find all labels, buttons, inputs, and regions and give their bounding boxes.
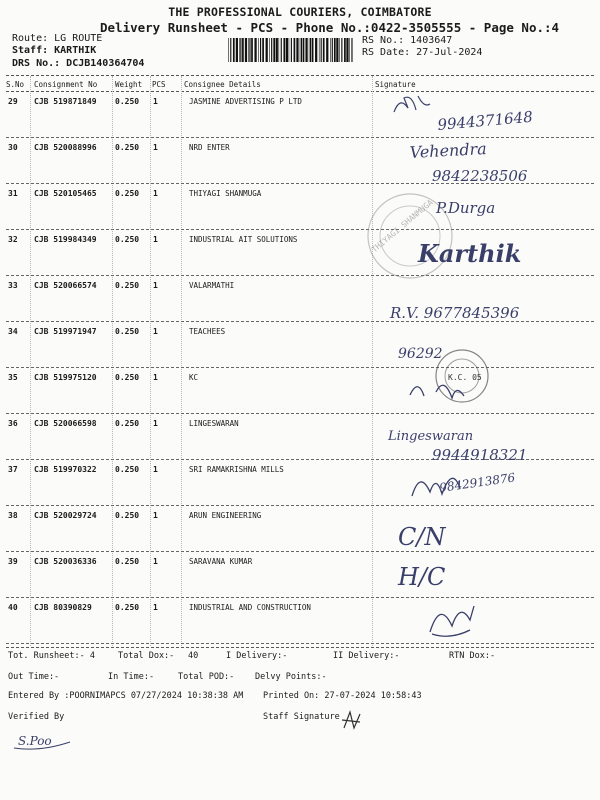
small-seal-text: K.C. 05 <box>448 373 482 382</box>
row-weight: 0.250 <box>115 419 140 428</box>
row-sno: 38 <box>8 511 18 520</box>
handwriting-31: P.Durga <box>436 199 496 217</box>
table-row <box>0 601 600 647</box>
row-consignment: CJB 519984349 <box>34 235 97 244</box>
handwriting-29: 9944371648 <box>436 107 534 134</box>
barcode-bar <box>248 38 249 62</box>
barcode-bar <box>291 38 292 62</box>
row-weight: 0.250 <box>115 97 140 106</box>
barcode-bar <box>315 38 317 62</box>
handwriting-32: Karthik <box>418 239 522 268</box>
row-weight: 0.250 <box>115 327 140 336</box>
runsheet-subtitle: Delivery Runsheet - PCS - Phone No.:0422-3505555 - Page No.:4 <box>100 20 560 35</box>
barcode-bar <box>326 38 328 62</box>
handwriting-30b: 9842238506 <box>432 167 528 185</box>
in-time: In Time:- <box>108 672 155 682</box>
row-consignee: NRD ENTER <box>189 143 230 152</box>
barcode-bar <box>321 38 322 62</box>
row-sno: 39 <box>8 557 18 566</box>
row-weight: 0.250 <box>115 465 140 474</box>
barcode-bar <box>312 38 314 62</box>
verified-by: Verified By <box>8 712 65 722</box>
row-consignment: CJB 519971947 <box>34 327 97 336</box>
row-weight: 0.250 <box>115 373 140 382</box>
row-consignee: SRI RAMAKRISHNA MILLS <box>189 465 284 474</box>
barcode-bar <box>266 38 268 62</box>
barcode-bar <box>296 38 298 62</box>
handwriting-39: H/C <box>398 563 446 591</box>
barcode-bar <box>258 38 259 62</box>
delvy-points: Delvy Points:- <box>255 672 327 682</box>
barcode <box>228 38 356 62</box>
col-consignment: Consignment No <box>34 80 98 89</box>
table-row <box>0 233 600 279</box>
barcode-bar <box>276 38 278 62</box>
row-consignment: CJB 519871849 <box>34 97 97 106</box>
barcode-bar <box>309 38 310 62</box>
row-divider <box>6 275 594 276</box>
row-consignment: CJB 520036336 <box>34 557 97 566</box>
round-seal-text: THIYAGI SHANMUGA <box>369 197 435 255</box>
row-consignee: ARUN ENGINEERING <box>189 511 262 520</box>
table-row <box>0 417 600 463</box>
col-signature: Signature <box>375 80 416 89</box>
table-row <box>0 371 600 417</box>
handwriting-36a: Lingeswaran <box>388 429 474 444</box>
rs-number: RS No.: 1403647 <box>362 35 453 46</box>
row-consignee: KC <box>189 373 199 382</box>
row-weight: 0.250 <box>115 189 140 198</box>
row-sno: 40 <box>8 603 18 612</box>
drs-number: DRS No.: DCJB140364704 <box>12 58 145 69</box>
handwriting-36b: 9944918321 <box>432 446 528 464</box>
row-consignee: THIYAGI SHANMUGA <box>189 189 262 198</box>
row-consignee: VALARMATHI <box>189 281 235 290</box>
total-dox-value: 40 <box>188 651 199 661</box>
barcode-bar <box>286 38 288 62</box>
total-pod: Total POD:- <box>178 672 235 682</box>
row-consignment: CJB 520029724 <box>34 511 97 520</box>
row-pcs: 1 <box>153 235 158 244</box>
barcode-bar <box>341 38 342 62</box>
barcode-bar <box>233 38 235 62</box>
row-pcs: 1 <box>153 603 158 612</box>
row-pcs: 1 <box>153 419 158 428</box>
total-dox-label: Total Dox:- <box>118 651 175 661</box>
row-pcs: 1 <box>153 327 158 336</box>
footer-divider <box>6 647 594 648</box>
barcode-bar <box>323 38 325 62</box>
route-label: Route: LG ROUTE <box>12 33 103 44</box>
table-row <box>0 463 600 509</box>
row-consignment: CJB 519975120 <box>34 373 97 382</box>
row-consignee: TEACHEES <box>189 327 226 336</box>
barcode-bar <box>283 38 285 62</box>
barcode-bar <box>334 38 336 62</box>
barcode-bar <box>351 38 352 62</box>
handwriting-33: R.V. 9677845396 <box>390 304 520 322</box>
rtn-dox: RTN Dox:- <box>449 651 496 661</box>
staff-signature-scrawl <box>342 712 360 728</box>
barcode-bar <box>301 38 302 62</box>
ii-delivery: II Delivery:- <box>333 651 400 661</box>
staff-label: Staff: KARTHIK <box>12 45 97 56</box>
barcode-bar <box>230 38 231 62</box>
row-sno: 33 <box>8 281 18 290</box>
row-divider <box>6 459 594 460</box>
barcode-bar <box>332 38 333 62</box>
verifier-initials: S.Poo <box>18 734 52 748</box>
row-weight: 0.250 <box>115 235 140 244</box>
barcode-bar <box>228 38 229 62</box>
barcode-bar <box>303 38 305 62</box>
row-sno: 29 <box>8 97 18 106</box>
row-pcs: 1 <box>153 465 158 474</box>
header-divider <box>6 75 594 76</box>
row-sno: 31 <box>8 189 18 198</box>
verifier-underline <box>14 742 70 749</box>
i-delivery: I Delivery:- <box>226 651 288 661</box>
barcode-bar <box>336 38 338 62</box>
barcode-bar <box>289 38 290 62</box>
tot-runsheet: Tot. Runsheet:- 4 <box>8 651 95 661</box>
barcode-bar <box>249 38 250 62</box>
row-divider <box>6 643 594 644</box>
row-pcs: 1 <box>153 373 158 382</box>
row-consignee: SARAVANA KUMAR <box>189 557 253 566</box>
row-divider <box>6 597 594 598</box>
col-weight: Weight <box>115 80 143 89</box>
row-consignment: CJB 520066598 <box>34 419 97 428</box>
row-consignee: INDUSTRIAL AIT SOLUTIONS <box>189 235 298 244</box>
table-row <box>0 555 600 601</box>
printed-on: Printed On: 27-07-2024 10:58:43 <box>263 691 422 701</box>
barcode-bar <box>273 38 275 62</box>
col-pcs: PCS <box>152 80 166 89</box>
row-divider <box>6 551 594 552</box>
row-weight: 0.250 <box>115 557 140 566</box>
barcode-bar <box>279 38 280 62</box>
handwriting-30a: Vehendra <box>409 138 488 162</box>
row-sno: 30 <box>8 143 18 152</box>
table-row <box>0 187 600 233</box>
row-divider <box>6 137 594 138</box>
row-sno: 35 <box>8 373 18 382</box>
barcode-bar <box>330 38 331 62</box>
barcode-bar <box>262 38 264 62</box>
row-consignment: CJB 520105465 <box>34 189 97 198</box>
row-pcs: 1 <box>153 189 158 198</box>
out-time: Out Time:- <box>8 672 60 682</box>
row-consignment: CJB 520066574 <box>34 281 97 290</box>
entered-by: Entered By :POORNIMAPCS 07/27/2024 10:38:38 AM <box>8 691 244 701</box>
row-pcs: 1 <box>153 143 158 152</box>
staff-signature-label: Staff Signature <box>263 712 340 722</box>
row-divider <box>6 367 594 368</box>
handwriting-38: C/N <box>398 523 446 551</box>
barcode-bar <box>236 38 238 62</box>
row-sno: 34 <box>8 327 18 336</box>
row-divider <box>6 505 594 506</box>
row-weight: 0.250 <box>115 511 140 520</box>
barcode-bar <box>319 38 320 62</box>
barcode-bar <box>260 38 261 62</box>
table-row <box>0 95 600 141</box>
rs-date: RS Date: 27-Jul-2024 <box>362 47 483 58</box>
company-title: THE PROFESSIONAL COURIERS, COIMBATORE <box>168 5 432 19</box>
row-consignment: CJB 519970322 <box>34 465 97 474</box>
row-consignment: CJB 520088996 <box>34 143 97 152</box>
row-divider <box>6 321 594 322</box>
row-divider <box>6 229 594 230</box>
row-sno: 36 <box>8 419 18 428</box>
barcode-bar <box>242 38 244 62</box>
barcode-bar <box>349 38 350 62</box>
row-sno: 37 <box>8 465 18 474</box>
row-consignee: LINGESWARAN <box>189 419 239 428</box>
col-sno: S.No <box>6 80 25 89</box>
barcode-bar <box>269 38 270 62</box>
row-consignee: INDUSTRIAL AND CONSTRUCTION <box>189 603 311 612</box>
barcode-bar <box>300 38 301 62</box>
table-row <box>0 279 600 325</box>
barcode-bar <box>344 38 346 62</box>
row-consignee: JASMINE ADVERTISING P LTD <box>189 97 302 106</box>
row-pcs: 1 <box>153 511 158 520</box>
table-row <box>0 509 600 555</box>
barcode-bar <box>251 38 253 62</box>
handwriting-34: 96292 <box>398 346 443 362</box>
col-consignee: Consignee Details <box>184 80 261 89</box>
table-row <box>0 325 600 371</box>
row-weight: 0.250 <box>115 143 140 152</box>
barcode-bar <box>310 38 311 62</box>
barcode-bar <box>339 38 340 62</box>
barcode-bar <box>294 38 296 62</box>
row-weight: 0.250 <box>115 281 140 290</box>
barcode-bar <box>239 38 240 62</box>
barcode-bar <box>245 38 247 62</box>
row-consignment: CJB 80390829 <box>34 603 92 612</box>
row-weight: 0.250 <box>115 603 140 612</box>
barcode-bar <box>240 38 241 62</box>
row-pcs: 1 <box>153 97 158 106</box>
row-divider <box>6 183 594 184</box>
row-sno: 32 <box>8 235 18 244</box>
row-pcs: 1 <box>153 557 158 566</box>
barcode-bar <box>281 38 282 62</box>
barcode-bar <box>271 38 272 62</box>
row-divider <box>6 413 594 414</box>
column-header-divider <box>6 91 594 92</box>
handwriting-37: 9842913876 <box>438 470 517 495</box>
barcode-bar <box>254 38 256 62</box>
row-pcs: 1 <box>153 281 158 290</box>
barcode-bar <box>346 38 348 62</box>
table-row <box>0 138 600 187</box>
barcode-bar <box>305 38 307 62</box>
